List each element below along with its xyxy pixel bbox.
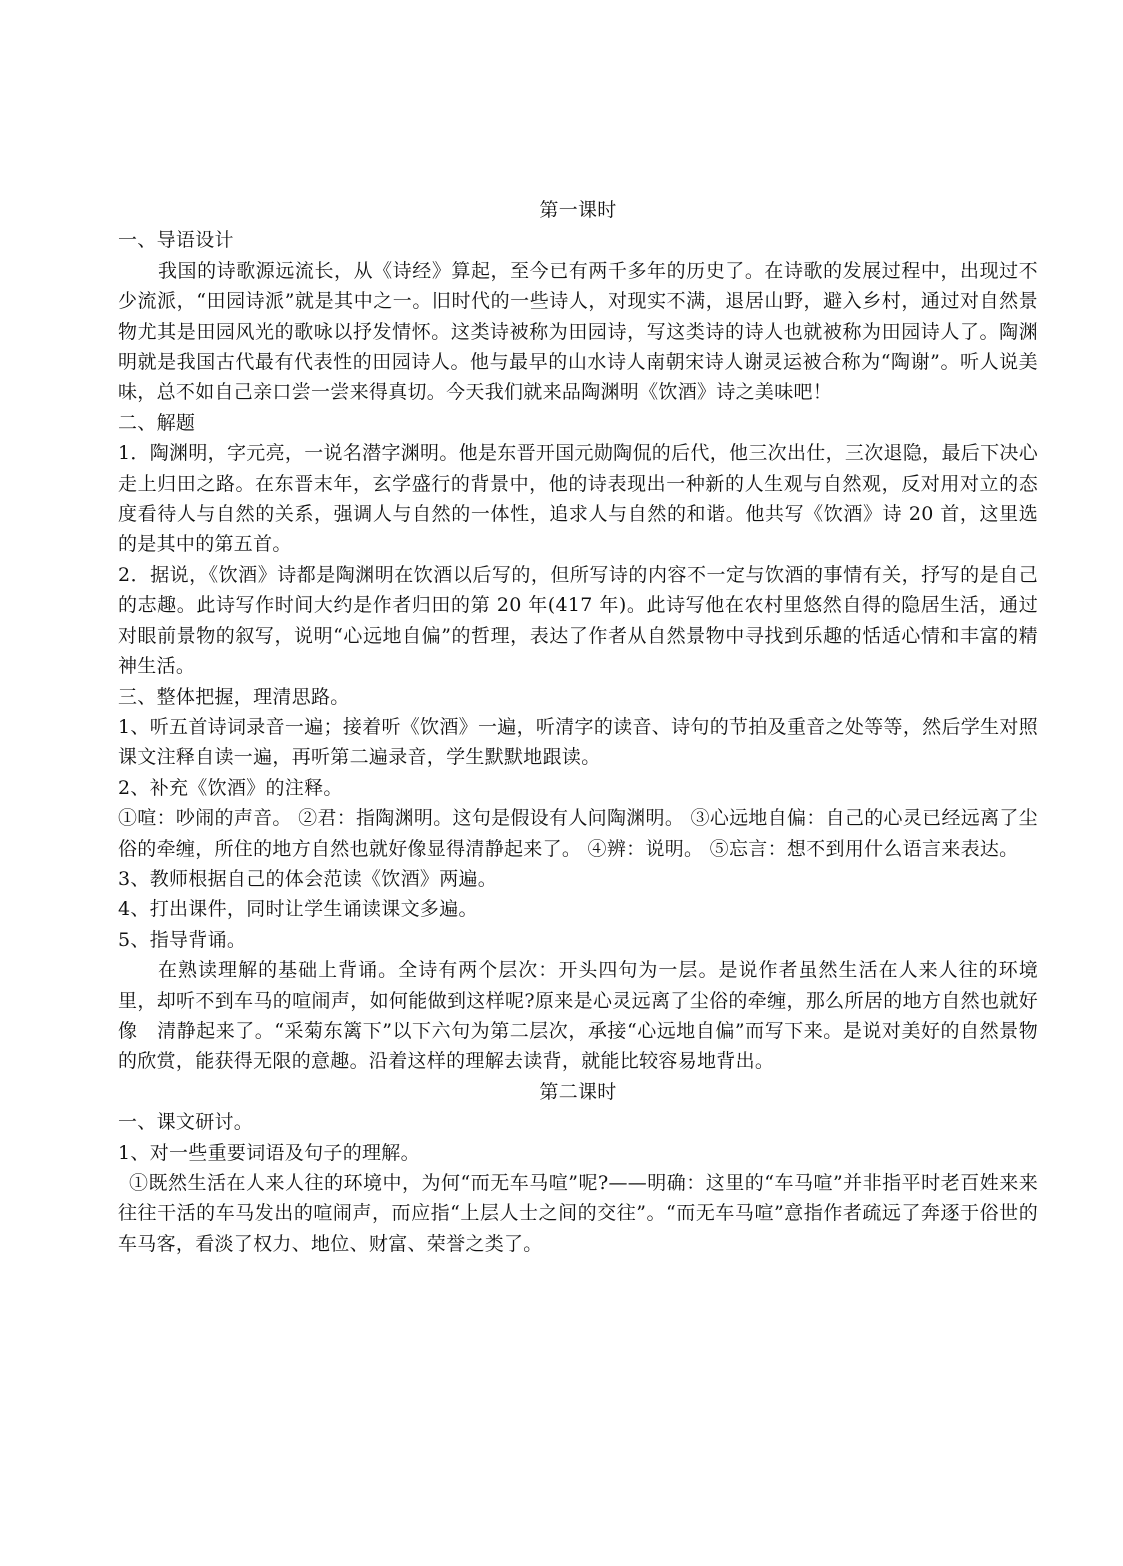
lesson1-annotations: ①喧：吵闹的声音。 ②君：指陶渊明。这句是假设有人问陶渊明。 ③心远地自偏：自己的心灵已经远离了尘俗的牵缠，所住的地方自然也就好像显得清静起来了。 ④辨：说明。 ⑤忘言：想不到用什么语言来表达。: [118, 807, 1038, 860]
lesson1-section3-heading: 三、整体把握，理清思路。: [118, 685, 350, 708]
lesson1-section3-step5: 5、指导背诵。: [118, 928, 247, 951]
document-page: [118, 195, 1038, 1259]
lesson1-section2-heading: 二、解题: [118, 411, 196, 434]
lesson1-section1-heading: 一、导语设计: [118, 229, 234, 252]
lesson1-section2-item2: 2．据说，《饮酒》诗都是陶渊明在饮酒以后写的，但所写诗的内容不一定与饮酒的事情有关，抒写的是自己的志趣。此诗写作时间大约是作者归田的第 20 年(417 年)。此诗写他在农村里悠然自得的隐居生活，通过对眼前景物的叙写，说明“心远地自偏”的哲理，表达了作者从自然景物中寻找到乐趣的恬适心情和丰富的精神生活。: [118, 563, 1038, 678]
lesson1-intro-paragraph: 我国的诗歌源远流长，从《诗经》算起，至今已有两千多年的历史了。在诗歌的发展过程中，出现过不少流派，“田园诗派”就是其中之一。旧时代的一些诗人，对现实不满，退居山野，避入乡村，通过对自然景物尤其是田园风光的歌咏以抒发情怀。这类诗被称为田园诗，写这类诗的诗人也就被称为田园诗人了。陶渊明就是我国古代最有代表性的田园诗人。他与最早的山水诗人南朝宋诗人谢灵运被合称为“陶谢”。听人说美味，总不如自己亲口尝一尝来得真切。今天我们就来品陶渊明《饮酒》诗之美味吧！: [118, 259, 1038, 404]
lesson2-section1-sub1: 1、对一些重要词语及句子的理解。: [118, 1141, 420, 1164]
lesson1-section3-step3: 3、教师根据自己的体会范读《饮酒》两遍。: [118, 867, 498, 890]
lesson1-section3-step2: 2、补充《饮酒》的注释。: [118, 776, 343, 799]
lesson1-recite-paragraph: 在熟读理解的基础上背诵。全诗有两个层次：开头四句为一层。是说作者虽然生活在人来人往的环境里，却听不到车马的喧闹声，如何能做到这样呢?原来是心灵远离了尘俗的牵缠，那么所居的地方自然也就好像 清静起来了。“采菊东篱下”以下六句为第二层次，承接“心远地自偏”而写下来。是说对美好的自然景物的欣赏，能获得无限的意趣。沿着这样的理解去读背，就能比较容易地背出。: [118, 959, 1038, 1073]
lesson2-title: 第二课时: [539, 1080, 617, 1103]
lesson1-section3-step4: 4、打出课件，同时让学生诵读课文多遍。: [118, 898, 478, 921]
lesson2-section1-heading: 一、课文研讨。: [118, 1111, 254, 1134]
lesson1-title: 第一课时: [539, 199, 617, 221]
lesson1-section3-step1: 1、听五首诗词录音一遍；接着听《饮酒》一遍，听清字的读音、诗句的节拍及重音之处等等，然后学生对照课文注释自读一遍，再听第二遍录音，学生默默地跟读。: [118, 715, 1038, 769]
lesson1-section2-item1: 1．陶渊明，字元亮，一说名潜字渊明。他是东晋开国元勋陶侃的后代，他三次出仕，三次退隐，最后下决心走上归田之路。在东晋末年，玄学盛行的背景中，他的诗表现出一种新的人生观与自然观，反对用对立的态度看待人与自然的关系，强调人与自然的一体性，追求人与自然的和谐。他共写《饮酒》诗 20 首，这里选的是其中的第五首。: [118, 442, 1038, 556]
lesson2-question1: ①既然生活在人来人往的环境中，为何“而无车马喧”呢?——明确：这里的“车马喧”并非指平时老百姓来来往往干活的车马发出的喧闹声，而应指“上层人士之间的交往”。“而无车马喧”意指作者疏远了奔逐于俗世的车马客，看淡了权力、地位、财富、荣誉之类了。: [118, 1172, 1038, 1255]
